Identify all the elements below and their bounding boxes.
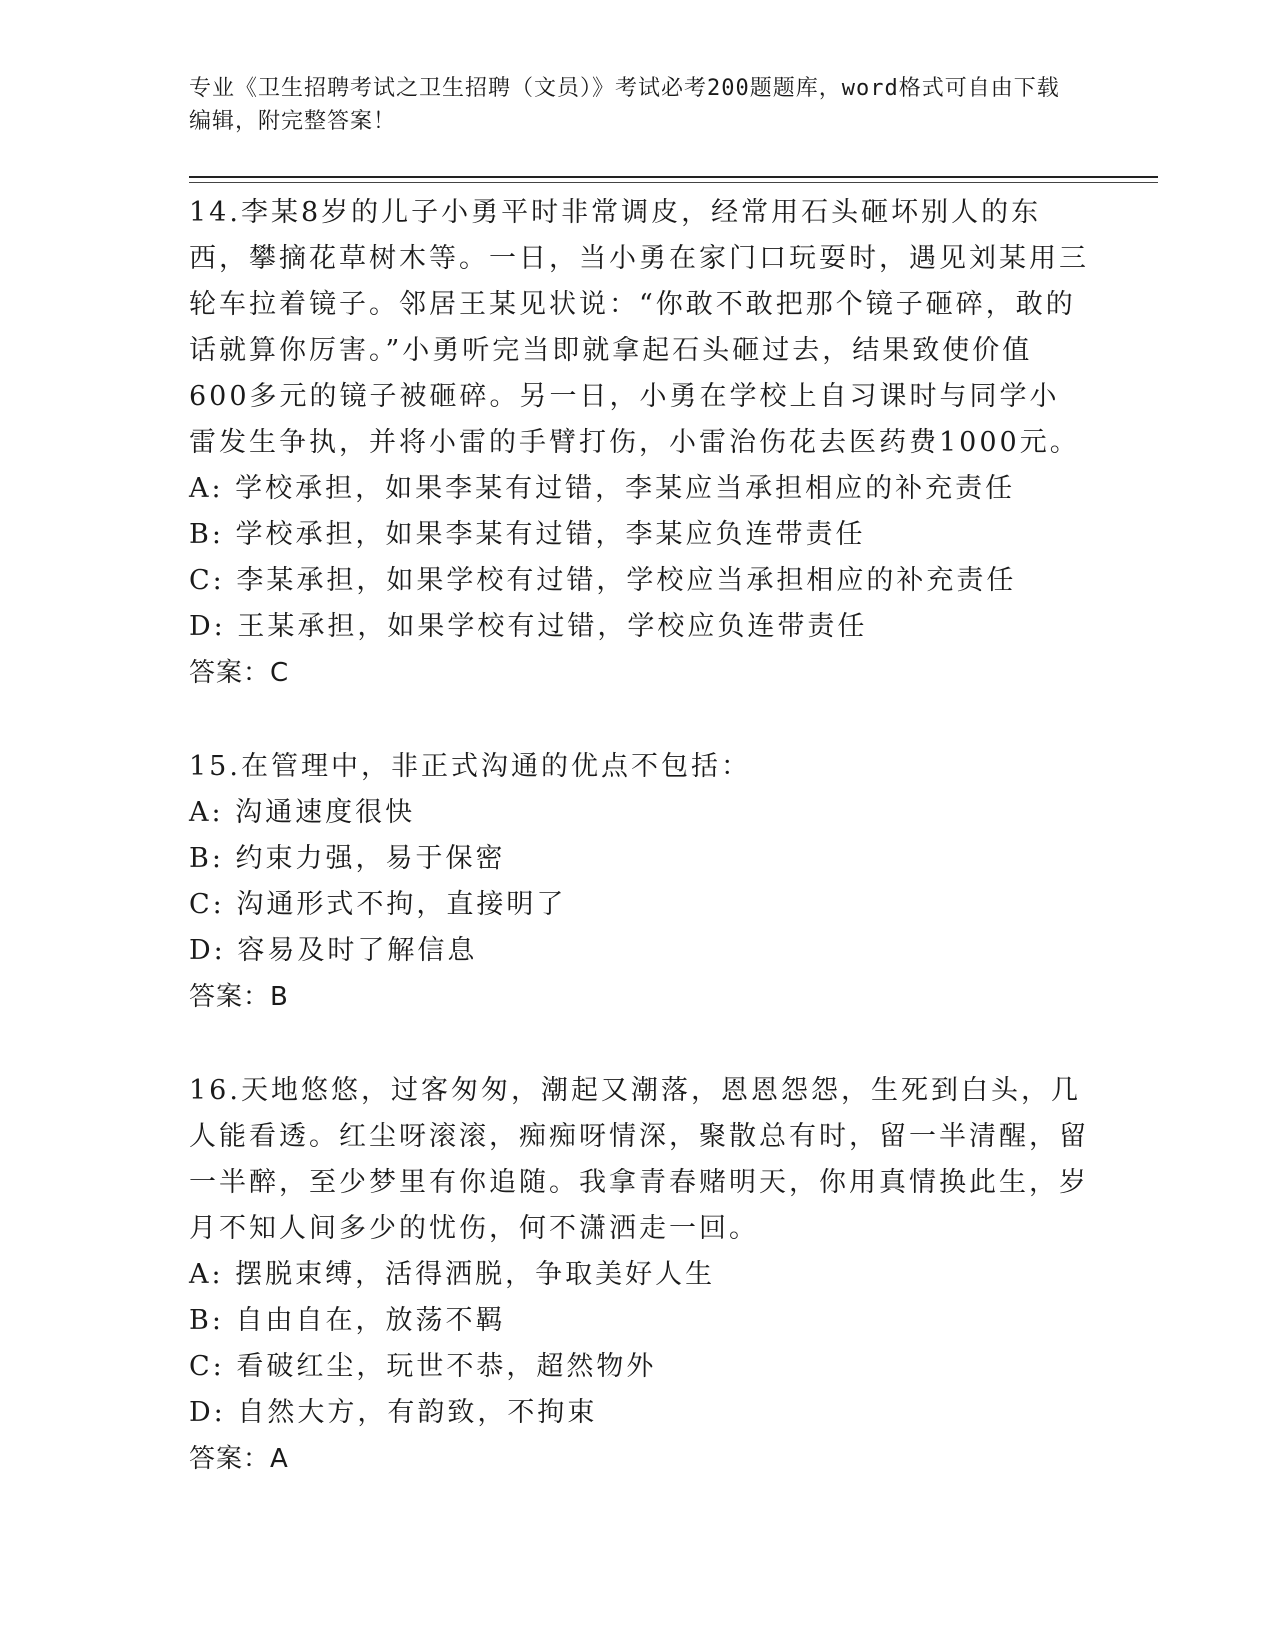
option-b: B: 学校承担，如果李某有过错，李某应负连带责任 [189,519,866,550]
option-b: B: 约束力强，易于保密 [189,843,506,874]
option-c: C: 李某承担，如果学校有过错，学校应当承担相应的补充责任 [189,565,1017,596]
option-c: C: 沟通形式不拘，直接明了 [189,889,567,920]
header-rule-thick [189,176,1158,178]
question-15 [189,744,1089,1020]
header-rule-thin [189,182,1158,183]
option-a: A: 沟通速度很快 [189,797,416,828]
option-a: A: 摆脱束缚，活得洒脱，争取美好人生 [189,1259,716,1290]
option-b: B: 自由自在，放荡不羁 [189,1305,506,1336]
question-list [189,190,1089,1530]
question-stem: 15.在管理中，非正式沟通的优点不包括： [189,751,751,782]
option-d: D: 容易及时了解信息 [189,935,478,966]
answer-line: 答案：B [189,982,289,1012]
question-stem: 16.天地悠悠，过客匆匆，潮起又潮落，恩恩怨怨，生死到白头，几人能看透。红尘呀滚滚，痴痴呀情深，聚散总有时，留一半清醒，留一半醉，至少梦里有你追随。我拿青春赌明天，你用真情换此生，岁月不知人间多少的忧伤，何不潇洒走一回。 [189,1075,1089,1244]
answer-line: 答案：C [189,658,290,688]
question-14 [189,190,1089,696]
option-a: A: 学校承担，如果李某有过错，李某应当承担相应的补充责任 [189,473,1016,504]
option-d: D: 自然大方，有韵致，不拘束 [189,1397,598,1428]
question-stem: 14.李某8岁的儿子小勇平时非常调皮，经常用石头砸坏别人的东西，攀摘花草树木等。一日，当小勇在家门口玩耍时，遇见刘某用三轮车拉着镜子。邻居王某见状说：“你敢不敢把那个镜子砸碎，敢的话就算你厉害。”小勇听完当即就拿起石头砸过去，结果致使价值600多元的镜子被砸碎。另一日，小勇在学校上自习课时与同学小雷发生争执，并将小雷的手臂打伤，小雷治伤花去医药费1000元。 [189,197,1089,458]
question-16 [189,1068,1089,1482]
answer-line: 答案：A [189,1444,289,1474]
document-header: 专业《卫生招聘考试之卫生招聘（文员）》考试必考200题题库，word格式可自由下载编辑，附完整答案！ [189,76,1060,134]
option-c: C: 看破红尘，玩世不恭，超然物外 [189,1351,657,1382]
option-d: D: 王某承担，如果学校有过错，学校应负连带责任 [189,611,868,642]
